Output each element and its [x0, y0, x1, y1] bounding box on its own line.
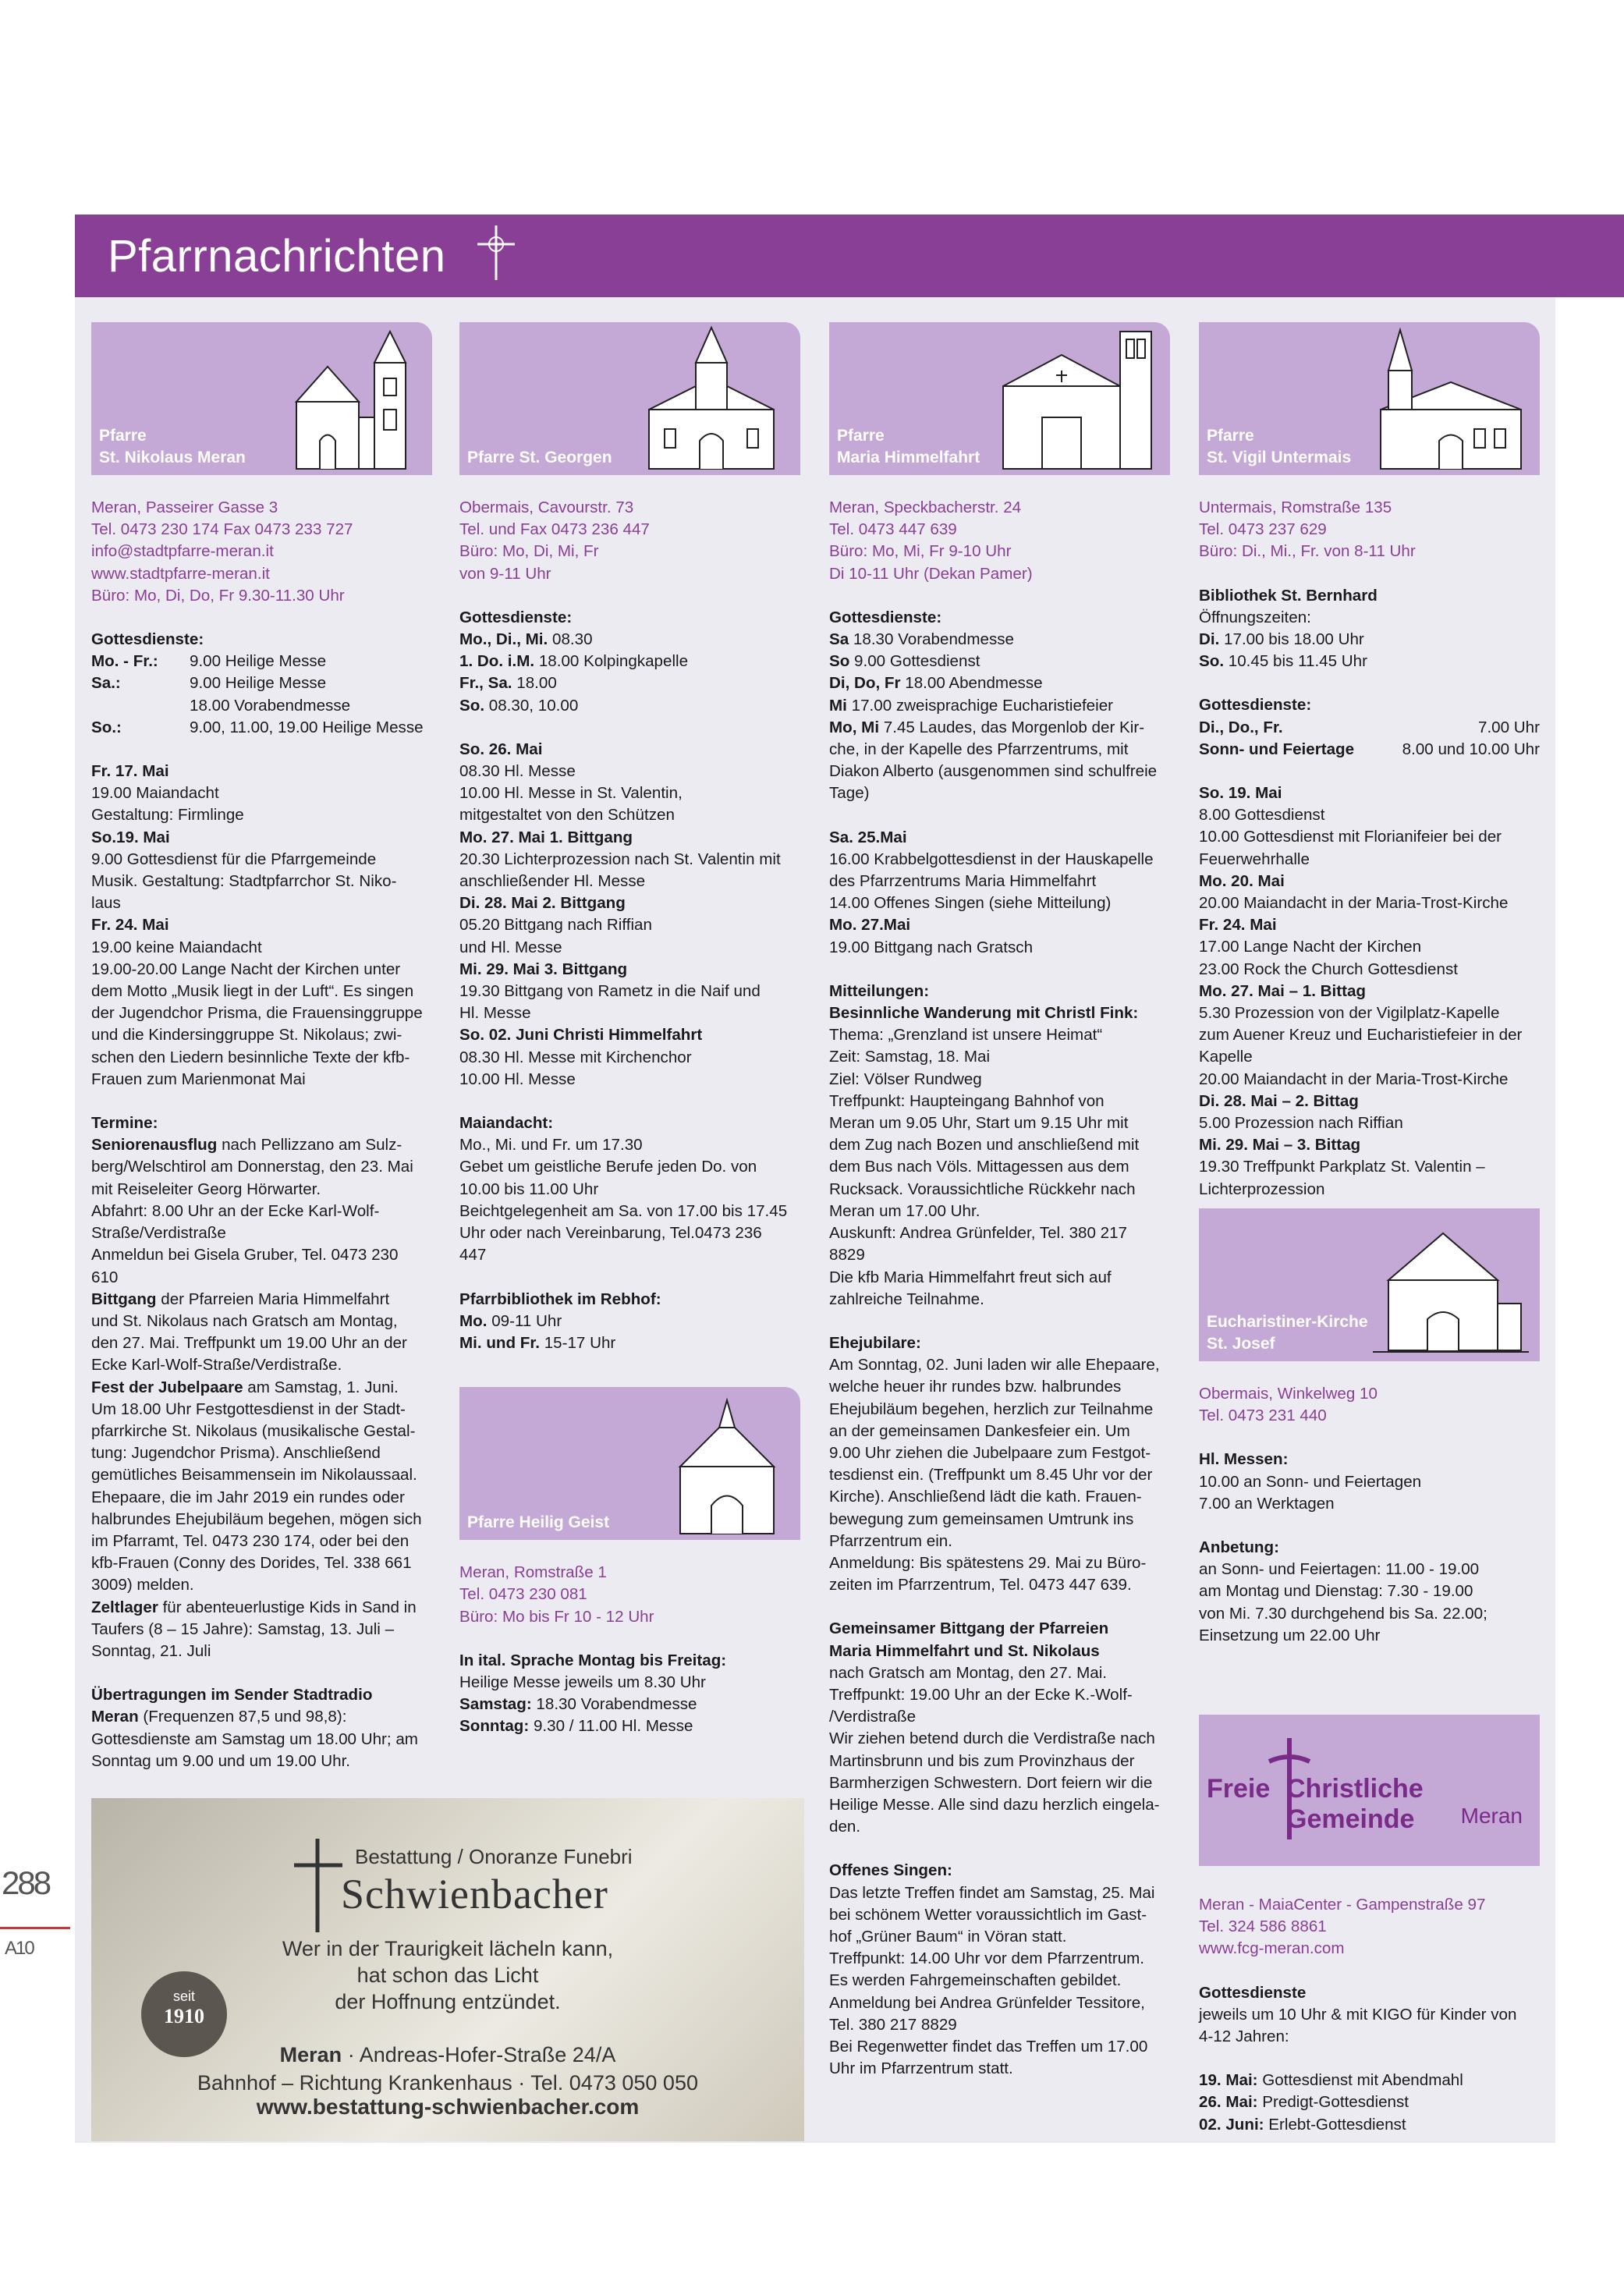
schedule-table: Mo. - Fr.: 9.00 Heilige Messe Sa.: 9.00 Heilige Messe 18.00 Vorabendmesse So.: 9.00, 11.00, 19.00 Heilige Messe: [91, 652, 424, 736]
schedule-table: Di., Do., Fr. 7.00 Uhr Sonn- und Feiertage 8.00 und 10.00 Uhr: [1199, 718, 1540, 758]
parish-label: Pfarre Heilig Geist: [467, 1513, 610, 1532]
mitteilungen-section: Mitteilungen: Besinnliche Wanderung mit Christl Fink: Thema: „Grenzland ist unsere Heimat“ Zeit: Samstag, 18. Mai Ziel: Völser Rundweg Treffpunkt: Haupteingang Bahnhof von Meran um 9.05 Uhr, Start um 9.15 Uhr mit dem Zug nach Bozen und anschließend mit dem Bus nach Völs. Mittagessen aus dem Rucksack. Voraussichtliche Rückkehr nach Meran um 17.00 Uhr. Auskunft: Andrea Grünfelder, Tel. 380 217 8829 Die kfb Maria Himmelfahrt freut sich auf zahlreiche Teilnahme.: [829, 981, 1140, 1308]
website-link[interactable]: www.stadtpfarre-meran.it: [91, 564, 270, 583]
ad-website[interactable]: www.bestattung-schwienbacher.com: [256, 2095, 640, 2119]
parish-label: Pfarre St. Nikolaus Meran: [99, 427, 246, 466]
bittgang-section: Gemeinsamer Bittgang der Pfarreien Maria Himmelfahrt und St. Nikolaus nach Gratsch am Montag, den 27. Mai. Treffpunkt: 19.00 Uhr an der Ecke K.-Wolf- /Verdistraße Wir ziehen betend durch die Verdistraße nach Martinsbrunn und bis zum Provinzhaus der Barmherzigen Schwestern. Dort feiern wir die Heilige Messe. Alle sind dazu herzlich eingela- den.: [829, 1619, 1160, 1836]
parish-label: Pfarre St. Georgen: [467, 449, 612, 466]
fcg-logo: Freie Christliche Gemeinde Meran: [1199, 1715, 1540, 1866]
adoration-section: Anbetung: an Sonn- und Feiertagen: 11.00 - 19.00 am Montag und Dienstag: 7.30 - 19.00 von Mi. 7.30 durchgehend bis Sa. 22.00; Einsetzung um 22.00 Uhr: [1199, 1538, 1487, 1644]
page-sub: A10: [5, 1938, 34, 1959]
ad-brand: Schwienbacher: [341, 1871, 608, 1917]
column-maria-himmelfahrt: [829, 322, 1170, 2080]
funeral-advertisement: Bestattung / Onoranze Funebri Schwienbacher Wer in der Traurigkeit lächeln kann, hat schon das Licht der Hoffnung entzündet. seit 1910 Meran · Andreas-Hofer-Straße 24/A Bahnhof – Richtung Krankenhaus · Tel. 0473 050 050 www.bestattung-schwienbacher.com: [91, 1798, 804, 2141]
masses-section: Hl. Messen: 10.00 an Sonn- und Feiertagen 7.00 an Werktagen: [1199, 1450, 1422, 1513]
page-number: 288: [2, 1864, 50, 1901]
parish-contact: Meran, Passeirer Gasse 3 Tel. 0473 230 174 Fax 0473 233 727 info@stadtpfarre-meran.it www.stadtpfarre-meran.it Büro: Mo, Di, Do, Fr 9.30-11.30 Uhr: [91, 497, 432, 607]
column-st-georgen: [459, 322, 800, 1738]
italian-masses: In ital. Sprache Montag bis Freitag: Heilige Messe jeweils um 8.30 Uhr Samstag: 18.30 Vorabendmesse Sonntag: 9.30 / 11.00 Hl. Messe: [459, 1651, 727, 1736]
parish-label: Pfarre Maria Himmelfahrt: [837, 427, 980, 466]
parish-header-st-vigil: [1199, 322, 1540, 475]
section-heading: Gottesdienste:: [1199, 696, 1312, 715]
fcg-info: Meran - MaiaCenter - Gampenstraße 97 Tel. 324 586 8861 www.fcg-meran.com Gottesdienste jeweils um 10 Uhr & mit KIGO für Kinder von 4-12 Jahren: 19. Mai: Gottesdienst mit Abendmahl 26. Mai: Predigt-Gottesdienst 02. Juni: Erlebt-Gottesdienst: [1199, 1894, 1540, 2136]
church-drawing-icon: [289, 324, 421, 472]
singen-section: Offenes Singen: Das letzte Treffen findet am Samstag, 25. Mai bei schönem Wetter voraussichtlich im Gast- hof „Grüner Baum“ in Vöran statt. Treffpunkt: 14.00 Uhr vor dem Pfarrzentrum. Es werden Fahrgemeinschaften gebildet. Anmeldung bei Andrea Grünfelder Tessitore, Tel. 380 217 8829 Bei Regenwetter findet das Treffen um 17.00 Uhr im Pfarrzentrum statt.: [829, 1861, 1155, 2078]
library-section: Bibliothek St. Bernhard Öffnungszeiten: Di. 17.00 bis 18.00 Uhr So. 10.45 bis 11.45 Uhr: [1199, 586, 1378, 671]
column-st-nikolaus: [91, 322, 432, 1772]
radio-section: Übertragungen im Sender Stadtradio Meran (Frequenzen 87,5 und 98,8): Gottesdienste am Samstag um 18.00 Uhr; am Sonntag um 9.00 und um 19.00 Uhr.: [91, 1686, 418, 1770]
parish-header-maria-himmelfahrt: [829, 322, 1170, 475]
parish-contact: Obermais, Winkelweg 10 Tel. 0473 231 440: [1199, 1384, 1378, 1425]
section-heading: Gottesdienste:: [829, 608, 942, 626]
parish-label: Pfarre St. Vigil Untermais: [1207, 427, 1352, 466]
parish-header-st-georgen: [459, 322, 800, 475]
parish-contact: Meran, Romstraße 1 Tel. 0473 230 081 Büro: Mo bis Fr 10 - 12 Uhr: [459, 1563, 654, 1626]
website-link[interactable]: www.fcg-meran.com: [1199, 1939, 1345, 1958]
section-heading: Gottesdienste:: [459, 608, 573, 626]
termine-section: Termine: Seniorenausflug nach Pellizzano am Sulz- berg/Welschtirol am Donnerstag, den 23. Mai mit Reiseleiter Georg Hörwarter. Abfahrt: 8.00 Uhr an der Ecke Karl-Wolf- Straße/Verdistraße Anmeldun bei Gisela Gruber, Tel. 0473 230 610 Bittgang der Pfarreien Maria Himmelfahrt und St. Nikolaus nach Gratsch am Montag, den 27. Mai. Treffpunkt um 19.00 Uhr an der Ecke Karl-Wolf-Straße/Verdistraße. Fest der Jubelpaare am Samstag, 1. Juni. Um 18.00 Uhr Festgottesdienst in der Stadt- pfarrkirche St. Nikolaus (musikalische Gestal- tung: Jugendchor Prisma). Anschließend gemütliches Beisammensein im Nikolaussaal. Ehepaare, die im Jahr 2019 ein rundes oder halbrundes Ehejubiläum begehen, mögen sich im Pfarramt, Tel. 0473 230 174, oder bei den kfb-Frauen (Conny des Dorides, Tel. 338 661 3009) melden. Zeltlager für abenteuerlustige Kids in Sand in Taufers (8 – 15 Jahre): Samstag, 13. Juli – Sonntag, 21. Juli: [91, 1114, 422, 1660]
library-section: Pfarrbibliothek im Rebhof: Mo. 09-11 Uhr Mi. und Fr. 15-17 Uhr: [459, 1289, 661, 1352]
parish-label: Eucharistiner-Kirche St. Josef: [1207, 1312, 1368, 1353]
parish-header-st-nikolaus: [91, 322, 432, 475]
page-title: Pfarrnachrichten: [108, 231, 446, 282]
seal-badge: seit 1910: [141, 1971, 227, 2057]
church-drawing-icon: [1373, 1218, 1529, 1358]
parish-header-eucharistiner: [1199, 1208, 1540, 1361]
margin-rule: [0, 1927, 70, 1929]
schedule-list: Sa 18.30 Vorabendmesse So 9.00 Gottesdienst Di, Do, Fr 18.00 Abendmesse Mi 17.00 zweisprachige Eucharistiefeier Mo, Mi 7.45 Laudes, das Morgenlob der Kir- che, in der Kapelle des Pfarrzentrums, mit Diakon Alberto (ausgenommen sind schulfreie Tage): [829, 630, 1158, 803]
church-drawing-icon: [633, 324, 789, 472]
parish-contact: Meran - MaiaCenter - Gampenstraße 97 Tel. 324 586 8861 www.fcg-meran.com: [1199, 1894, 1540, 1960]
events-list: So. 26. Mai 08.30 Hl. Messe 10.00 Hl. Messe in St. Valentin, mitgestaltet von den Schützen Mo. 27. Mai 1. Bittgang 20.30 Lichterprozession nach St. Valentin mit anschließender Hl. Messe Di. 28. Mai 2. Bittgang 05.20 Bittgang nach Riffian und Hl. Messe Mi. 29. Mai 3. Bittgang 19.30 Bittgang von Rametz in die Naif und Hl. Messe So. 02. Juni Christi Himmelfahrt 08.30 Hl. Messe mit Kirchenchor 10.00 Hl. Messe: [459, 740, 781, 1088]
section-heading: Gottesdienste:: [91, 630, 204, 649]
events-list: Fr. 17. Mai 19.00 Maiandacht Gestaltung: Firmlinge So.19. Mai 9.00 Gottesdienst für die Pfarrgemeinde Musik. Gestaltung: Stadtpfarrchor St. Niko- laus Fr. 24. Mai 19.00 keine Maiandacht 19.00-20.00 Lange Nacht der Kirchen unter dem Motto „Musik liegt in der Luft“. Es singen der Jugendchor Prisma, die Frauensinggruppe und die Kindersinggruppe St. Nikolaus; zwi- schen den Liedern besinnliche Texte der kfb- Frauen zum Marienmonat Mai: [91, 762, 423, 1088]
parish-contact: Obermais, Cavourstr. 73 Tel. und Fax 0473 236 447 Büro: Mo, Di, Mi, Fr von 9-11 Uhr: [459, 498, 650, 583]
parish-contact: Untermais, Romstraße 135 Tel. 0473 237 629 Büro: Di., Mi., Fr. von 8-11 Uhr: [1199, 498, 1416, 561]
ehejubilare-section: Ehejubilare: Am Sonntag, 02. Juni laden wir alle Ehepaare, welche heuer ihr rundes bzw. halbrundes Ehejubiläum begehen, herzlich zur Teilnahme an der gemeinsamen Dankesfeier ein. Um 9.00 Uhr ziehen die Jubelpaare zum Festgot- tesdienst ein. (Treffpunkt um 8.45 Uhr vor der Kirche). Anschließend lädt die kath. Frauen- bewegung zum gemeinsamen Umtrunk ins Pfarrzentrum ein. Anmeldung: Bis spätestens 29. Mai zu Büro- zeiten im Pfarrzentrum, Tel. 0473 447 639.: [829, 1333, 1160, 1595]
parish-header-heilig-geist: [459, 1387, 800, 1540]
parish-contact: Meran, Speckbacherstr. 24 Tel. 0473 447 639 Büro: Mo, Mi, Fr 9-10 Uhr Di 10-11 Uhr (Dekan Pamer): [829, 498, 1033, 583]
ad-phone: Bahnhof – Richtung Krankenhaus · Tel. 0473 050 050: [197, 2071, 698, 2095]
section-banner: [75, 215, 1624, 297]
column-st-vigil: [1199, 322, 1540, 1647]
email-link[interactable]: info@stadtpfarre-meran.it: [91, 542, 274, 561]
maiandacht-section: Maiandacht: Mo., Mi. und Fr. um 17.30 Gebet um geistliche Berufe jeden Do. von 10.00 bis 11.00 Uhr Beichtgelegenheit am Sa. von 17.00 bis 17.45 Uhr oder nach Vereinbarung, Tel.0473 236 447: [459, 1114, 788, 1265]
ad-subtitle: Bestattung / Onoranze Funebri: [355, 1845, 633, 1868]
ad-address: Meran · Andreas-Hofer-Straße 24/A: [279, 2043, 616, 2066]
church-drawing-icon: [1373, 324, 1529, 472]
church-drawing-icon: [665, 1396, 789, 1537]
cross-icon: [473, 221, 519, 283]
cross-icon: [286, 1839, 349, 1932]
events-list: Sa. 25.Mai 16.00 Krabbelgottesdienst in der Hauskapelle des Pfarrzentrums Maria Himmelfahrt 14.00 Offenes Singen (siehe Mitteilung) Mo. 27.Mai 19.00 Bittgang nach Gratsch: [829, 828, 1154, 956]
events-list: So. 19. Mai 8.00 Gottesdienst 10.00 Gottesdienst mit Florianifeier bei der Feuerwehrhalle Mo. 20. Mai 20.00 Maiandacht in der Maria-Trost-Kirche Fr. 24. Mai 17.00 Lange Nacht der Kirchen 23.00 Rock the Church Gottesdienst Mo. 27. Mai – 1. Bittag 5.30 Prozession von der Vigilplatz-Kapelle zum Auener Kreuz und Eucharistiefeier in der Kapelle 20.00 Maiandacht in der Maria-Trost-Kirche Di. 28. Mai – 2. Bittag 5.00 Prozession nach Riffian Mi. 29. Mai – 3. Bittag 19.30 Treffpunkt Parkplatz St. Valentin – Lichterprozession: [1199, 784, 1523, 1198]
schedule-list: Mo., Di., Mi. 08.30 1. Do. i.M. 18.00 Kolpingkapelle Fr., Sa. 18.00 So. 08.30, 10.00: [459, 630, 689, 715]
